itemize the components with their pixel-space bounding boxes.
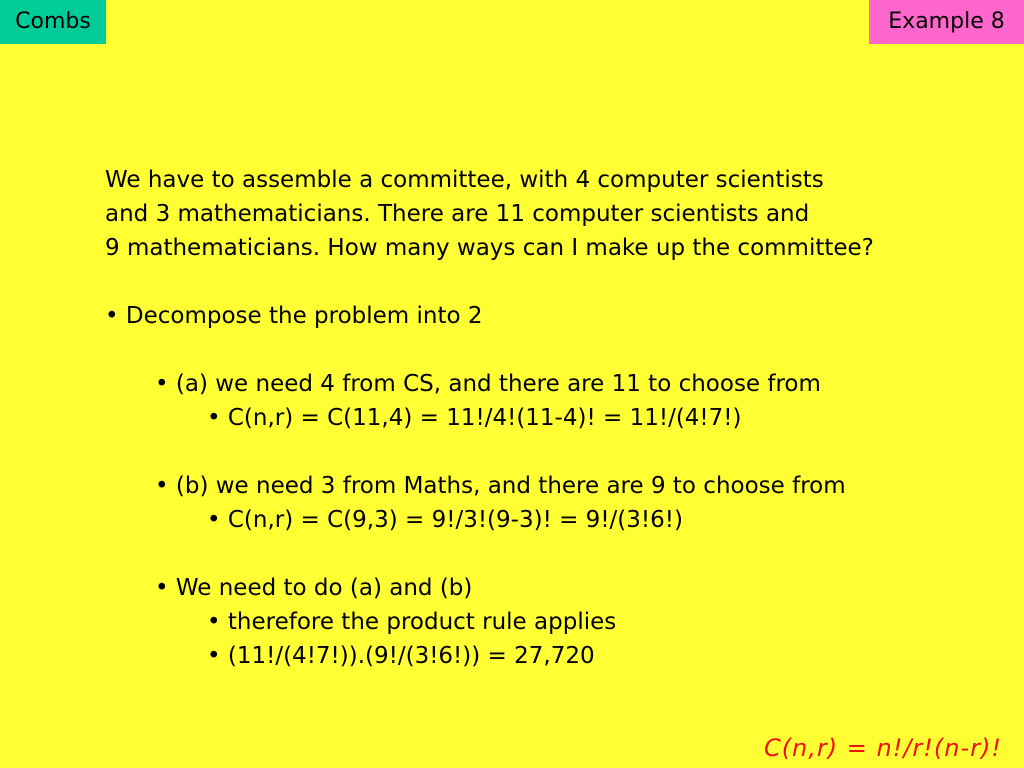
bullet-result: • (11!/(4!7!)).(9!/(3!6!)) = 27,720 bbox=[207, 643, 595, 669]
problem-line-3: 9 mathematicians. How many ways can I make up the committee? bbox=[105, 235, 874, 261]
topic-tag: Combs bbox=[0, 0, 106, 44]
problem-line-2: and 3 mathematicians. There are 11 computer scientists and bbox=[105, 201, 810, 227]
combination-formula: C(n,r) = n!/r!(n-r)! bbox=[763, 734, 1002, 762]
problem-line-1: We have to assemble a committee, with 4 computer scientists bbox=[105, 167, 824, 193]
slide-content bbox=[105, 163, 1005, 673]
bullet-product-rule: • therefore the product rule applies bbox=[207, 609, 617, 635]
bullet-b-heading: • (b) we need 3 from Maths, and there are 9 to choose from bbox=[155, 473, 846, 499]
bullet-both-heading: • We need to do (a) and (b) bbox=[155, 575, 473, 601]
bullet-a-calculation: • C(n,r) = C(11,4) = 11!/4!(11-4)! = 11!/(4!7!) bbox=[207, 405, 742, 431]
bullet-b-calculation: • C(n,r) = C(9,3) = 9!/3!(9-3)! = 9!/(3!6!) bbox=[207, 507, 683, 533]
example-tag: Example 8 bbox=[869, 0, 1024, 44]
bullet-decompose: • Decompose the problem into 2 bbox=[105, 303, 483, 329]
bullet-a-heading: • (a) we need 4 from CS, and there are 11 to choose from bbox=[155, 371, 821, 397]
